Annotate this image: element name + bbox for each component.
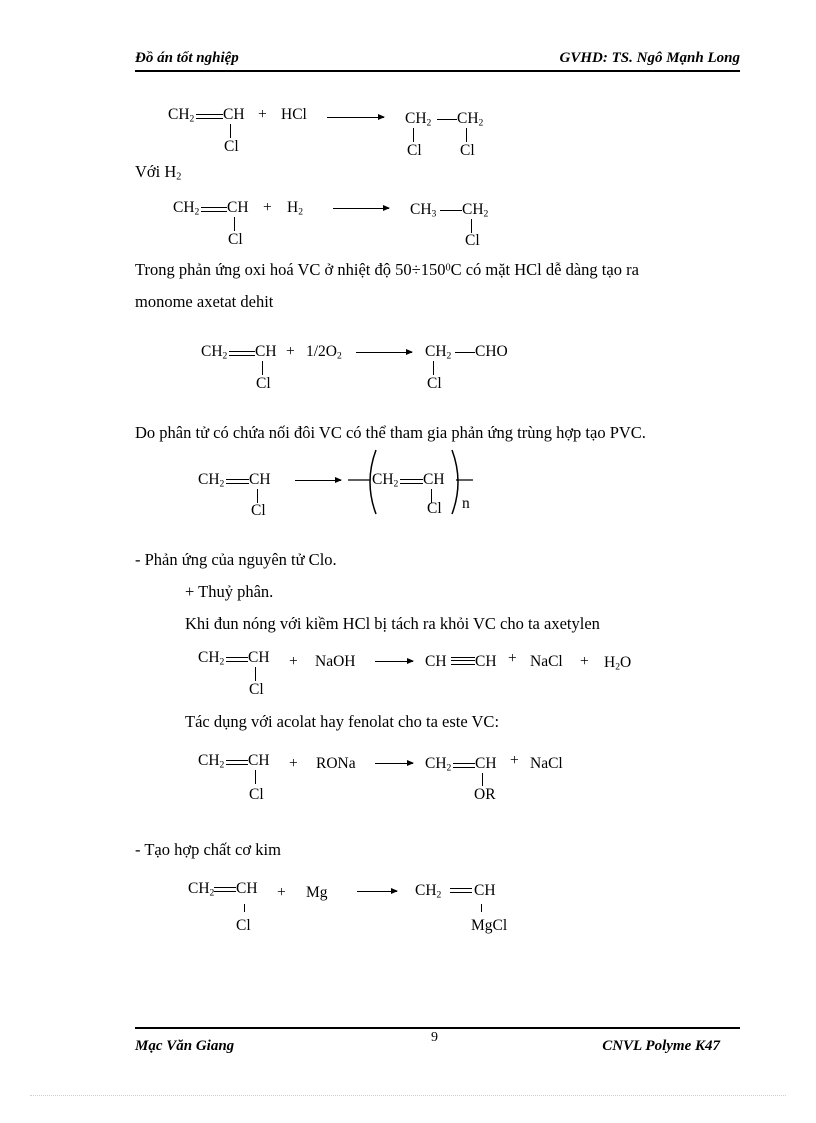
- paragraph-polymerization: Do phân tử có chứa nối đôi VC có thể tham gia phản ứng trùng hợp tạo PVC.: [135, 423, 646, 442]
- triple-bond: [451, 657, 475, 665]
- header-left: Đồ án tốt nghiệp: [135, 50, 239, 66]
- section-organometallic: - Tạo hợp chất cơ kim: [135, 840, 281, 859]
- paragraph-ester: Tác dụng với acolat hay fenolat cho ta este VC:: [185, 712, 500, 731]
- reaction-arrow: [333, 208, 389, 209]
- reaction-arrow: [375, 661, 413, 662]
- label-with-h2: Với $H_2$: [135, 162, 182, 183]
- section-chlorine: - Phản ứng của nguyên tử Clo.: [135, 550, 337, 569]
- page-number: 9: [431, 1030, 438, 1045]
- footer-rule: [135, 1027, 740, 1029]
- paragraph-oxidation: Trong phản ứng oxi hoá VC ở nhiệt độ $50\div 150^0C$ có mặt HCl dễ dàng tạo ra: [135, 260, 639, 279]
- paragraph-oxidation-cont: monome axetat dehit: [135, 292, 274, 311]
- reaction-arrow: [375, 763, 413, 764]
- bottom-dotted-border: [30, 1095, 786, 1096]
- footer-right: CNVL Polyme K47: [602, 1038, 720, 1054]
- reaction-arrow: [295, 480, 341, 481]
- reaction-arrow: [356, 352, 412, 353]
- reaction-arrow: [357, 891, 397, 892]
- double-bond: [196, 114, 223, 119]
- header-rule: [135, 70, 740, 72]
- repeat-count: n: [462, 495, 470, 512]
- reaction-arrow: [327, 117, 384, 118]
- paragraph-acetylene: Khi đun nóng với kiềm HCl bị tách ra khỏi VC cho ta axetylen: [185, 614, 600, 633]
- subsection-hydrolysis: + Thuỷ phân.: [185, 582, 274, 601]
- footer-left: Mạc Văn Giang: [135, 1038, 235, 1054]
- header-right: GVHD: TS. Ngô Mạnh Long: [559, 50, 740, 66]
